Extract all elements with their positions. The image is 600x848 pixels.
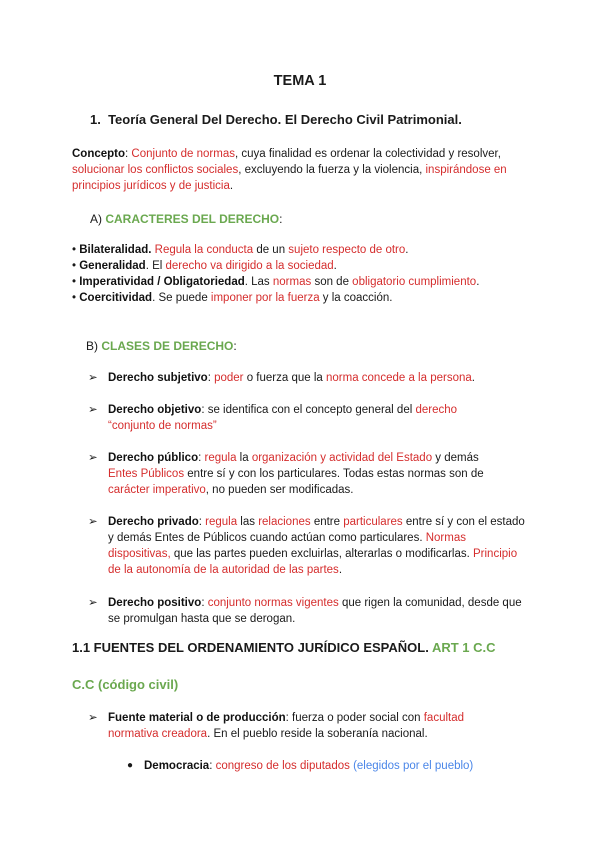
text-span: la <box>236 452 252 464</box>
term: Democracia <box>144 760 210 772</box>
section-title: CARACTERES DEL DERECHO <box>105 212 280 226</box>
text-span: o fuerza que la <box>243 372 326 384</box>
text-span: . <box>333 260 337 272</box>
text-span: de un <box>253 244 289 256</box>
heading-teoria-general <box>90 112 462 128</box>
highlight-red: regula <box>204 452 237 464</box>
arrow-bullet-icon: ➢ <box>88 597 98 609</box>
term: Derecho positivo <box>108 597 202 609</box>
text-span: : <box>198 516 206 528</box>
text-span: entre sí y con los particulares. Todas estas normas son de <box>184 468 484 480</box>
clase-subjetivo <box>88 370 538 386</box>
text-span: , excluyendo la fuerza y la violencia, <box>238 164 426 176</box>
heading-fuentes <box>72 640 496 656</box>
text-span: : <box>201 597 208 609</box>
term: Imperatividad / Obligatoriedad <box>79 276 245 288</box>
highlight-red: organización y actividad del Estado <box>251 452 433 464</box>
term: Bilateralidad. <box>79 244 152 256</box>
section-prefix: B) <box>86 339 98 353</box>
text-span: entre sí y con el estado y demás Entes de Públicos cuando actúan como particulares. <box>108 516 525 544</box>
text-span: : <box>209 760 216 772</box>
highlight-red: relaciones <box>258 516 311 528</box>
bullet: • <box>72 260 77 272</box>
concepto-label: Concepto <box>72 148 126 160</box>
democracia-item <box>127 758 474 774</box>
highlight-red: facultad normativa creadora <box>108 712 465 740</box>
text-span: . El <box>145 260 166 272</box>
text-span: y la coacción. <box>319 292 393 304</box>
text-span: : fuerza o poder social con <box>285 712 424 724</box>
list-item <box>72 290 479 306</box>
term: Derecho público <box>108 452 199 464</box>
text-span: , no pueden ser modificadas. <box>205 484 354 496</box>
fuente-material <box>88 710 508 742</box>
highlight-red: obligatorio cumplimiento <box>352 276 477 288</box>
highlight-red: inspirándose en principios jurídicos y de justicia <box>72 164 507 192</box>
list-item <box>72 258 479 274</box>
bullet: • <box>72 292 77 304</box>
clase-publico <box>88 450 508 498</box>
highlight-red: Conjunto de normas <box>131 148 235 160</box>
term: Fuente material o de producción <box>108 712 286 724</box>
section-colon: : <box>279 212 283 226</box>
text-span: que las partes pueden excluirlas, alterarlas o modificarlas. <box>170 548 473 560</box>
text-span: . <box>338 564 343 576</box>
section-colon: : <box>233 339 237 353</box>
text-span: entre <box>310 516 344 528</box>
term: Coercitividad <box>79 292 153 304</box>
highlight-red: carácter imperativo <box>108 484 206 496</box>
section-prefix: A) <box>90 212 102 226</box>
text-span: : se identifica con el concepto general del <box>201 404 416 416</box>
round-bullet-icon: ● <box>127 760 134 771</box>
highlight-red: Normas dispositivas, <box>108 532 466 560</box>
text-span: las <box>237 516 259 528</box>
section-b-heading <box>86 338 237 354</box>
caracteres-list <box>72 242 479 306</box>
term: Derecho privado <box>108 516 199 528</box>
concepto-paragraph <box>72 146 542 194</box>
term: Generalidad <box>79 260 146 272</box>
arrow-bullet-icon: ➢ <box>88 516 98 528</box>
highlight-red: Regula la conducta <box>154 244 254 256</box>
highlight-red: regula <box>205 516 238 528</box>
section-title: CLASES DE DERECHO <box>101 339 234 353</box>
highlight-red: Principio de la autonomía de la autoridad de las partes <box>108 548 518 576</box>
text-span: . En el pueblo reside la soberanía nacional. <box>207 728 428 740</box>
text-span: : <box>207 372 215 384</box>
highlight-red: norma concede a la persona <box>326 372 472 384</box>
text-span: que rigen la comunidad, desde que se promulgan hasta que se derogan. <box>108 597 522 625</box>
text-span: son de <box>311 276 353 288</box>
clase-privado <box>88 514 528 578</box>
clase-positivo <box>88 595 528 627</box>
list-item <box>72 274 479 290</box>
text-span: y demás <box>432 452 479 464</box>
page-title: TEMA 1 <box>273 73 327 89</box>
arrow-bullet-icon: ➢ <box>88 452 98 464</box>
highlight-blue: (elegidos por el pueblo) <box>353 760 474 772</box>
highlight-red: particulares <box>343 516 403 528</box>
highlight-red: conjunto normas vigentes <box>207 597 339 609</box>
text-span: , cuya finalidad es ordenar la colectividad y resolver, <box>234 148 501 160</box>
highlight-red: derecho “conjunto de normas” <box>108 404 458 432</box>
text-span: . <box>476 276 480 288</box>
heading-text: 1.1 FUENTES DEL ORDENAMIENTO JURÍDICO ESPAÑOL. <box>72 640 429 655</box>
highlight-red: imponer por la fuerza <box>210 292 320 304</box>
term: Derecho objetivo <box>108 404 202 416</box>
clase-objetivo <box>88 402 488 434</box>
bullet: • <box>72 276 77 288</box>
heading-green: ART 1 C.C <box>431 640 496 655</box>
list-item <box>72 242 479 258</box>
bullet: • <box>72 244 77 256</box>
text-span: : <box>198 452 205 464</box>
highlight-red: Entes Públicos <box>108 468 185 480</box>
text-span: . <box>229 180 234 192</box>
arrow-bullet-icon: ➢ <box>88 712 98 724</box>
section-a-heading <box>90 211 282 227</box>
term: Derecho subjetivo <box>108 372 208 384</box>
text-span: : <box>125 148 132 160</box>
heading-number: 1. <box>90 112 101 127</box>
arrow-bullet-icon: ➢ <box>88 404 98 416</box>
highlight-red: normas <box>272 276 312 288</box>
highlight-red: congreso de los diputados <box>215 760 350 772</box>
highlight-red: solucionar los conflictos sociales <box>72 164 239 176</box>
highlight-red: poder <box>214 372 244 384</box>
text-span: . <box>405 244 409 256</box>
text-span: . Las <box>244 276 273 288</box>
text-span: . <box>471 372 475 384</box>
heading-text: Teoría General Del Derecho. El Derecho Civil Patrimonial. <box>108 112 462 127</box>
highlight-red: derecho va dirigido a la sociedad <box>165 260 334 272</box>
text-span: . Se puede <box>152 292 211 304</box>
highlight-red: sujeto respecto de otro <box>288 244 406 256</box>
heading-codigo-civil: C.C (código civil) <box>72 677 179 692</box>
arrow-bullet-icon: ➢ <box>88 372 98 384</box>
